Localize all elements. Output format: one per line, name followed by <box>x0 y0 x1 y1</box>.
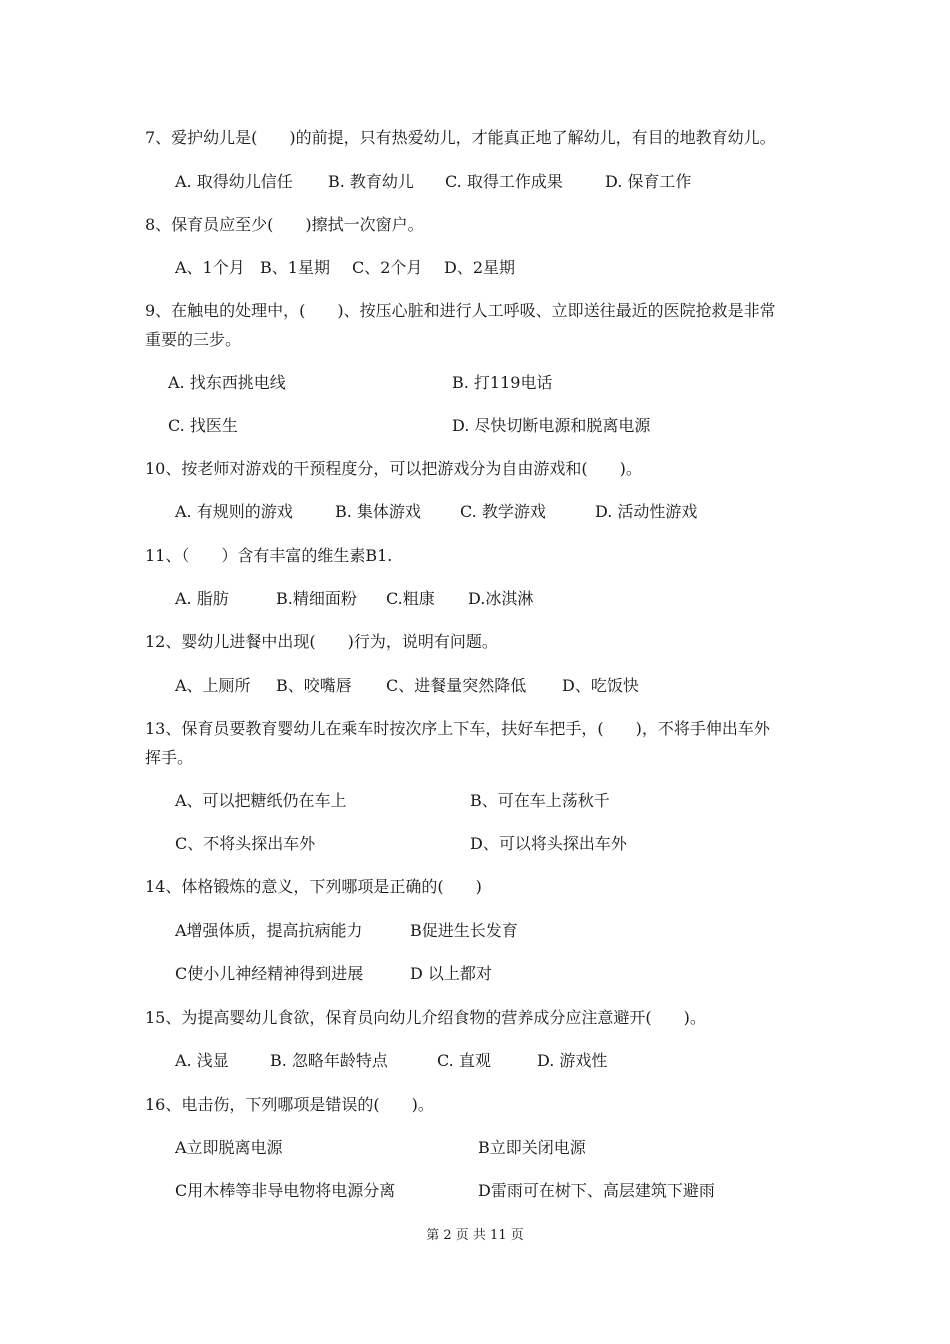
question-8-option-a: A、1个月 <box>175 258 245 277</box>
question-9-text-line2: 重要的三步。 <box>145 330 242 349</box>
question-10-text: 10、按老师对游戏的干预程度分，可以把游戏分为自由游戏和( )。 <box>145 459 642 478</box>
question-10-option-d: D. 活动性游戏 <box>595 502 698 521</box>
question-7-option-b: B. 教育幼儿 <box>328 172 414 191</box>
question-13-option-a: A、可以把糖纸仍在车上 <box>175 791 347 810</box>
question-9-option-d: D. 尽快切断电源和脱离电源 <box>452 416 651 435</box>
question-11-option-a: A. 脂肪 <box>175 589 229 608</box>
question-10-option-c: C. 教学游戏 <box>460 502 546 521</box>
question-15-text: 15、为提高婴幼儿食欲，保育员向幼儿介绍食物的营养成分应注意避开( )。 <box>145 1008 706 1027</box>
question-13-option-d: D、可以将头探出车外 <box>470 834 627 853</box>
question-15-option-a: A. 浅显 <box>175 1051 229 1070</box>
question-16-text: 16、电击伤，下列哪项是错误的( )。 <box>145 1095 434 1114</box>
question-11-text: 11、（ ）含有丰富的维生素B1. <box>145 546 393 565</box>
question-8-option-b: B、1星期 <box>260 258 330 277</box>
question-8-option-d: D、2星期 <box>444 258 516 277</box>
question-16-option-b: B立即关闭电源 <box>478 1138 586 1157</box>
question-7-option-d: D. 保育工作 <box>605 172 692 191</box>
question-14-option-a: A增强体质，提高抗病能力 <box>175 921 363 940</box>
question-12-option-a: A、上厕所 <box>175 676 251 695</box>
question-13-option-c: C、不将头探出车外 <box>175 834 316 853</box>
question-11-option-d: D.冰淇淋 <box>468 589 534 608</box>
question-16-option-a: A立即脱离电源 <box>175 1138 283 1157</box>
question-15-option-d: D. 游戏性 <box>537 1051 608 1070</box>
question-9-option-c: C. 找医生 <box>168 416 238 435</box>
question-15-option-b: B. 忽略年龄特点 <box>270 1051 388 1070</box>
question-9-option-a: A. 找东西挑电线 <box>168 373 286 392</box>
question-11-option-b: B.精细面粉 <box>276 589 357 608</box>
question-10-option-b: B. 集体游戏 <box>335 502 421 521</box>
question-7-option-a: A. 取得幼儿信任 <box>175 172 293 191</box>
question-14-option-b: B促进生长发育 <box>410 921 518 940</box>
question-12-option-c: C、进餐量突然降低 <box>386 676 527 695</box>
question-13-option-b: B、可在车上荡秋千 <box>470 791 610 810</box>
question-10-option-a: A. 有规则的游戏 <box>175 502 293 521</box>
question-7-option-c: C. 取得工作成果 <box>445 172 563 191</box>
question-7-text: 7、爱护幼儿是( )的前提，只有热爱幼儿，才能真正地了解幼儿，有目的地教育幼儿。 <box>145 128 776 147</box>
question-13-text-line2: 挥手。 <box>145 748 194 767</box>
question-11-option-c: C.粗康 <box>386 589 435 608</box>
question-12-option-d: D、吃饭快 <box>562 676 639 695</box>
question-9-option-b: B. 打119电话 <box>452 373 553 392</box>
question-14-option-d: D 以上都对 <box>410 964 492 983</box>
question-14-text: 14、体格锻炼的意义，下列哪项是正确的( ) <box>145 877 482 896</box>
question-9-text-line1: 9、在触电的处理中，( )、按压心脏和进行人工呼吸、立即送往最近的医院抢救是非常 <box>145 301 776 320</box>
question-16-option-c: C用木棒等非导电物将电源分离 <box>175 1181 396 1200</box>
question-16-option-d: D雷雨可在树下、高层建筑下避雨 <box>478 1181 715 1200</box>
question-8-option-c: C、2个月 <box>352 258 423 277</box>
question-14-option-c: C使小儿神经精神得到进展 <box>175 964 364 983</box>
page-footer: 第 2 页 共 11 页 <box>426 1228 524 1243</box>
question-12-option-b: B、咬嘴唇 <box>276 676 352 695</box>
question-12-text: 12、婴幼儿进餐中出现( )行为，说明有问题。 <box>145 632 498 651</box>
question-15-option-c: C. 直观 <box>437 1051 491 1070</box>
question-8-text: 8、保育员应至少( )擦拭一次窗户。 <box>145 215 424 234</box>
question-13-text-line1: 13、保育员要教育婴幼儿在乘车时按次序上下车，扶好车把手，( )，不将手伸出车外 <box>145 719 770 738</box>
